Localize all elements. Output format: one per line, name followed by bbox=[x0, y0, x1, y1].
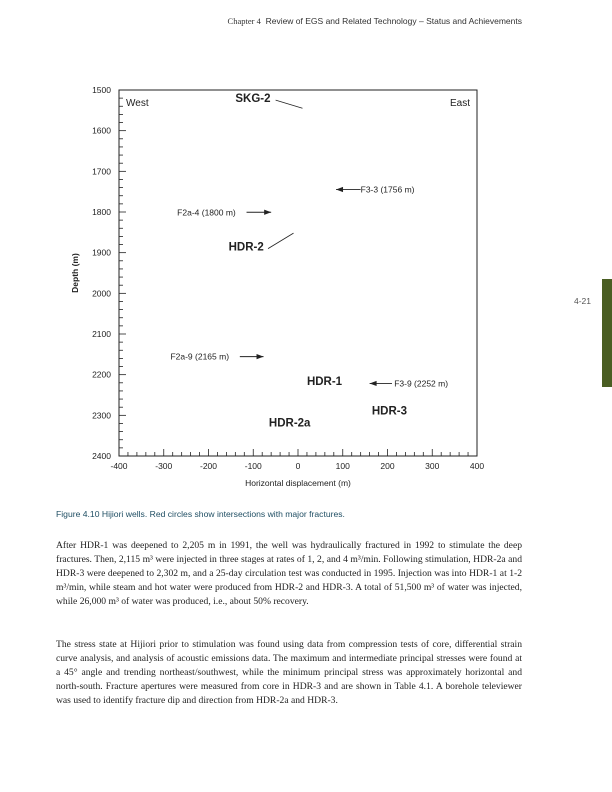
header-chapter: Chapter 4 bbox=[227, 16, 261, 26]
header-title: Review of EGS and Related Technology – Status and Achievements bbox=[265, 16, 522, 26]
y-tick-label: 1600 bbox=[92, 125, 111, 136]
fracture-arrow-head bbox=[370, 381, 377, 386]
x-tick-label: -400 bbox=[110, 461, 128, 471]
fracture-label: F3-9 (2252 m) bbox=[394, 378, 449, 389]
figure-caption: Figure 4.10 Hijiori wells. Red circles show intersections with major fractures. bbox=[56, 509, 345, 519]
x-tick-label: -300 bbox=[155, 461, 173, 471]
body-paragraph-2: The stress state at Hijiori prior to stimulation was found using data from compression tests of core, differential strain curve analysis, and analysis of acoustic emissions data. The maximum and intermediate principal stresses were found at a 45° angle and trending northeast/southwest, while the minimum principal stress was approximately horizontal and north-south. Fracture apertures were measured from core in HDR-3 and are shown in Table 4.1. A borehole televiewer was used to identify fracture dip and direction from HDR-2a and HDR-3. bbox=[56, 638, 522, 707]
fracture-arrow-head bbox=[257, 354, 264, 359]
y-tick-label: 1700 bbox=[92, 166, 111, 177]
fracture-label: F2a-4 (1800 m) bbox=[177, 207, 236, 218]
page-number: 4-21 bbox=[574, 296, 592, 306]
east-label: East bbox=[449, 98, 470, 109]
y-tick-label: 1500 bbox=[92, 85, 111, 95]
well-leader-line bbox=[268, 233, 294, 248]
x-tick-label: 0 bbox=[295, 461, 301, 471]
well-label: HDR-1 bbox=[306, 375, 343, 388]
x-tick-label: 200 bbox=[380, 461, 395, 471]
west-label: West bbox=[126, 98, 149, 109]
well-label: HDR-3 bbox=[371, 405, 407, 418]
y-tick-label: 2100 bbox=[92, 329, 111, 339]
y-tick-label: 2400 bbox=[92, 451, 111, 461]
y-tick-label: 1800 bbox=[92, 207, 111, 217]
x-tick-label: 100 bbox=[335, 461, 350, 471]
x-tick-label: -100 bbox=[244, 461, 262, 471]
x-axis-label: Horizontal displacement (m) bbox=[245, 478, 351, 488]
y-tick-label: 1900 bbox=[92, 247, 111, 258]
y-axis-label: Depth (m) bbox=[70, 253, 80, 293]
fracture-arrow-head bbox=[336, 187, 343, 192]
body-paragraph-1: After HDR-1 was deepened to 2,205 m in 1991, the well was hydraulically fractured in 1992 to stimulate the deep fractures. Then, 2,115 m³ were injected in three stages at rates of 1, 2, and 4 m³/min. Following stimulation, HDR-2a and HDR-3 were deepened to 2,302 m, and a 25-day circulation test was conducted in 1995. Injection was into HDR-1 at 1-2 m³/min, while steam and hot water were produced from HDR-2 and HDR-3. A total of 51,500 m³ of water was injected, while 26,000 m³ of water was produced, i.e., about 50% recovery. bbox=[56, 539, 522, 608]
y-tick-label: 2200 bbox=[92, 369, 111, 380]
fracture-arrow-head bbox=[264, 210, 271, 215]
y-tick-label: 2000 bbox=[92, 288, 111, 299]
well-label: SKG-2 bbox=[235, 93, 271, 106]
well-label: HDR-2a bbox=[268, 417, 311, 430]
x-tick-label: 300 bbox=[425, 461, 440, 471]
well-label: HDR-2 bbox=[228, 241, 264, 254]
plot-frame bbox=[119, 90, 477, 456]
well-leader-line bbox=[276, 100, 303, 108]
y-tick-label: 2300 bbox=[92, 410, 111, 421]
fracture-label: F3-3 (1756 m) bbox=[360, 184, 415, 195]
x-tick-label: 400 bbox=[469, 461, 485, 471]
x-tick-label: -200 bbox=[199, 461, 218, 471]
fracture-label: F2a-9 (2165 m) bbox=[170, 351, 230, 362]
